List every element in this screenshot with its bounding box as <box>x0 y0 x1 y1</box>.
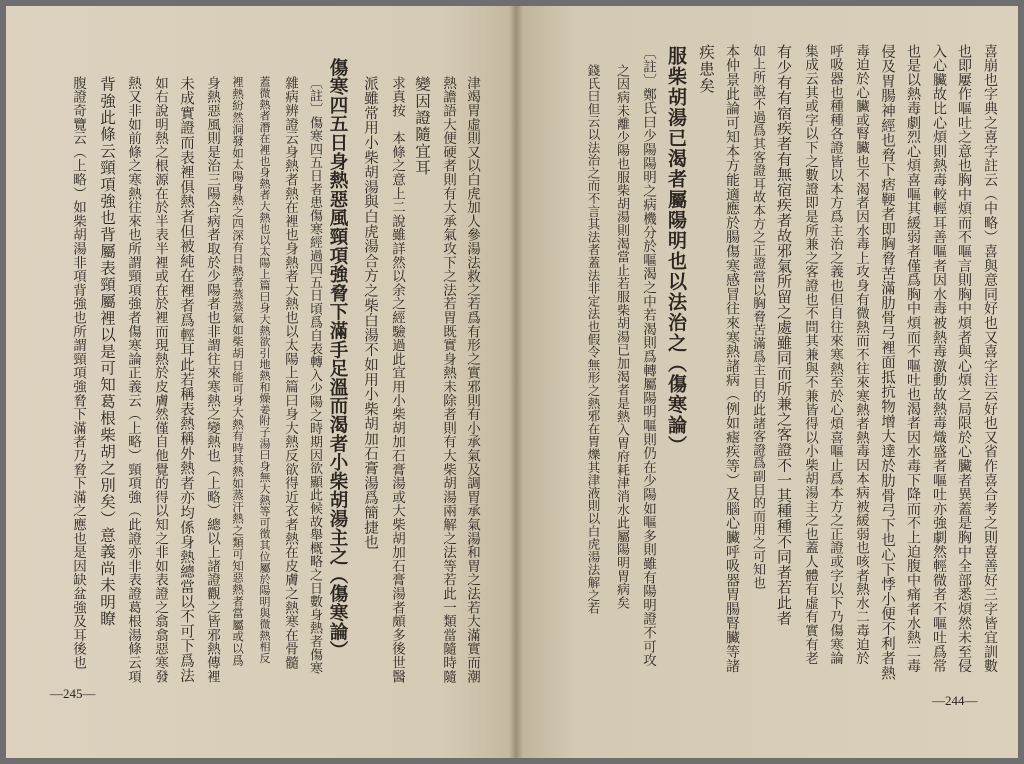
right-text-column: 疾患矣 <box>697 44 715 95</box>
right-text-column: 呼吸器也種種各證皆以本方爲主治之義也但自往來寒熱至於心煩喜嘔止爲本方之正證或字以下乃傷寒論 <box>827 44 843 665</box>
left-text-column: 背強此條云頸項強也背屬表頸屬裡以是可知葛根柴胡之別矣）意義尚未明瞭 <box>98 76 116 628</box>
left-text-column: 熱又非如前條之寒熱往來也所謂頸項強者傷寒論正義云（上略）頸項強（此證亦非表證葛根湯條云項 <box>125 76 141 684</box>
left-text-column: 熱譫語大便硬者則有大承氣攻下之法若胃既實身熱未除者則有大柴胡湯兩解之法等若此一類當隨時隨 <box>440 76 456 684</box>
left-text-column: 裡熱紛然洞發如太陽身熱之四深有日熱者蒸蒸氣如柴胡日能可身大熱有時其熱如蒸汗熱之類可知惡熱者當屬或以爲 <box>231 76 245 666</box>
left-text-column: 求真按 本條之意上二說雖詳然以余之經驗過此宜用小柴胡加石膏湯或大柴胡加石膏湯者頗多後世醫 <box>389 76 405 684</box>
left-text-column: 身熱惡風則是治三陽合病者取於少陽者也非謂往來寒熱之變熱也（上略）總以上諸證觀之皆邪熱傳裡 <box>204 76 220 684</box>
right-text-column: 有少有有宿疾者有無宿疾者故邪氣所留之處雖同而所兼之客證不一其種種不同者若此者 <box>775 44 793 626</box>
left-text-column: 雜病辨證云身熱者熱在裡也身熱者大熱也以太陽上篇曰身大熱反欲得近衣者熱在皮膚之熱寒在骨髓 <box>282 76 298 670</box>
left-text-column: 未成實證而表裡俱熱者但被純在裡者爲輕耳此若稱表熱稱外熱者亦均係身熱總當以不可下爲法 <box>178 76 194 683</box>
right-text-column: 〔註〕鄭氏曰少陽陽明之病機分於嘔渴之中若渴則爲轉屬陽明嘔則仍在少陽如嘔多則雖有陽明證不可攻 <box>640 46 656 667</box>
right-text-column: 如上所說不過爲其客證耳故本方之正證當以胸脅苦滿爲主目的此諸客證爲副目的而用之可知也 <box>750 44 765 590</box>
left-page-number: —245— <box>50 686 96 701</box>
right-page-number: —244— <box>932 693 978 708</box>
left-text-column: 〔註〕傷寒四五日者患傷寒經過四五日頃爲自表轉入少陽之時期因欲顯此候故舉概略之日數身熱者傷寒 <box>307 76 322 675</box>
right-text-column: 錢氏曰但云以法治之而不言其法者蓋法非定法也假令無形之熱邪在胃爍其津液則以白虎湯法解之若 <box>586 64 601 615</box>
right-text-column: 入心臟故比心煩則熱毒較輕耳善嘔者因水毒被熱毒激動故熱毒熾盛者嘔吐亦強劇然輕微者不嘔吐爲常 <box>931 44 947 674</box>
right-text-column: 侵及胃腸神經也脅下痞鞕者即胸脅苦滿肋骨弓裡面抵抗物增大達於肋骨弓下也心下悸小便不利者熱 <box>879 44 895 681</box>
left-page <box>6 6 516 758</box>
right-text-column: 也是以熱毒劇烈心煩喜嘔其緩弱者僅爲胸中煩而不嘔吐也渴者因水毒下降而不上迫腹中痛者水熱二毒 <box>905 44 921 674</box>
book-gutter <box>509 6 523 758</box>
left-text-column: 蓋微熱者潛在裡也身熱者大熱也以太陽上篇曰身大熱欲引地熱和燥姜附子湯曰身無大熱等可徵其位屬於陽明與微熱相反 <box>258 76 271 664</box>
left-text-column: 津竭胃虛則又以白虎加人參湯法救之若爲有形之實邪則有小承氣及調胃承氣湯和胃之法若大滿實而潮 <box>464 76 480 684</box>
right-text-column: 毒迫於心臟或腎臟也不渴者因水毒上攻身有微熱而不往來寒熱者熱毒因本病被緩弱也咳者熱水二毒迫於 <box>853 44 869 665</box>
right-text-column: 服柴胡湯已渴者屬陽明也以法治之（傷寒論） <box>665 46 687 456</box>
left-text-column: 變因證隨宜耳 <box>413 76 431 177</box>
right-text-column: 之因病未離少陽也服柴胡湯則渴當止若服柴胡湯已加渴者是熱入胃府耗津消水此屬陽明胃病矣 <box>614 64 629 610</box>
left-text-column: 如右說明熱之根源在於半表半裡或在於裡而現熱於皮膚然僅自他覺的得以知之非如表證之翕翕惡寒發 <box>152 76 168 684</box>
left-text-column: 傷寒四五日身熱惡風頸項強脅下滿手足溫而渴者小柴胡湯主之（傷寒論） <box>327 58 348 660</box>
right-page <box>516 6 1018 758</box>
left-text-column: 派雖常用小柴胡湯與白虎湯合方之柴白湯不如用小柴胡加石膏湯爲簡捷也 <box>362 76 378 550</box>
right-text-column: 喜崩也字典之喜字註云（中略）喜與意同好也又喜字注云好也又省作喜合考之則喜善好三字皆宜訓數 <box>982 44 998 674</box>
right-text-column: 也即屢作嘔吐之意也胸中煩而不嘔言則胸中煩者與心煩之局限於心臟者異蓋是胸中全部悉煩然未至侵 <box>956 44 972 674</box>
left-text-column: 腹證奇覽云（上略）如柴胡湯非項背強也所謂頸項強脅下滿者乃脅下滿之應也是因缺盆強及耳後也 <box>70 76 86 670</box>
right-text-column: 集成云其或字以下之數證即是所兼之客證也不問其兼與不兼皆得以小柴胡湯主之也蓋人體有虛有實有老 <box>802 44 818 665</box>
right-text-column: 本仲景此論可知本方能適應於腸傷寒感冒往來寒熱諸病（例如瘧疾等）及腦心臟呼吸器胃腸腎臟等諸 <box>724 44 740 674</box>
book-spread <box>6 6 1018 758</box>
